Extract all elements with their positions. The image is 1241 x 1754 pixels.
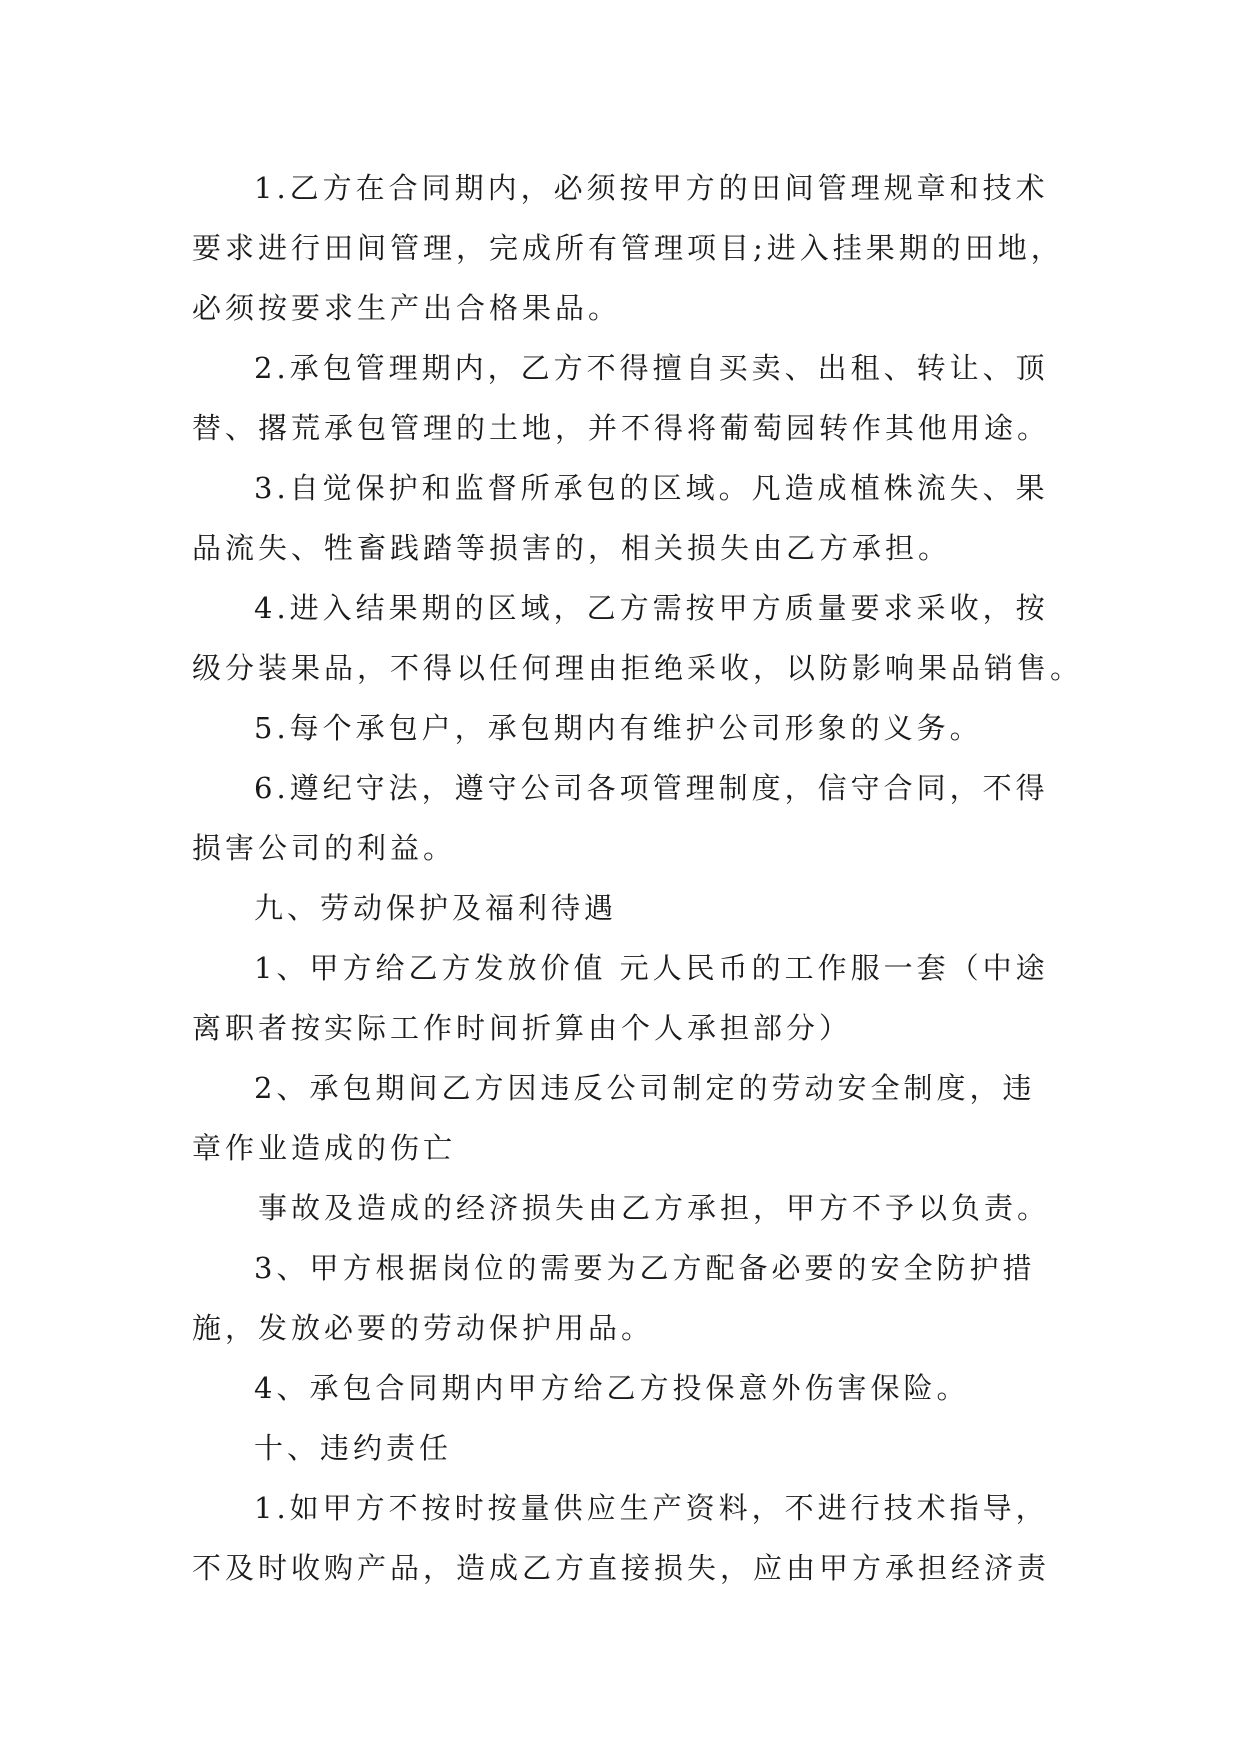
text-line: 施，发放必要的劳动保护用品。 [192, 1311, 655, 1345]
text-line: 替、撂荒承包管理的土地，并不得将葡萄园转作其他用途。 [192, 411, 1051, 445]
section-heading-9 [192, 878, 1057, 938]
clause-8-6 [192, 758, 1057, 878]
text-line: 损害公司的利益。 [192, 831, 457, 865]
text-line: 要求进行田间管理，完成所有管理项目;进入挂果期的田地， [192, 231, 1064, 265]
clause-8-4 [192, 578, 1084, 698]
text-line: 4.进入结果期的区域，乙方需按甲方质量要求采收，按 [254, 591, 1049, 625]
text-line: 3、甲方根据岗位的需要为乙方配备必要的安全防护措 [254, 1251, 1036, 1285]
text-line: 不及时收购产品，造成乙方直接损失，应由甲方承担经济责 [192, 1551, 1051, 1585]
section-heading-10 [192, 1418, 1057, 1478]
text-line: 九、劳动保护及福利待遇 [254, 891, 618, 925]
text-line: 3.自觉保护和监督所承包的区域。凡造成植株流失、果 [254, 471, 1049, 505]
text-line: 离职者按实际工作时间折算由个人承担部分） [192, 1011, 853, 1045]
document-body [192, 158, 1084, 1598]
text-line: 4、承包合同期内甲方给乙方投保意外伤害保险。 [254, 1371, 970, 1405]
clause-9-2 [192, 1058, 1057, 1178]
clause-8-3 [192, 458, 1057, 578]
text-line: 1.如甲方不按时按量供应生产资料，不进行技术指导， [254, 1491, 1049, 1525]
text-line: 1.乙方在合同期内，必须按甲方的田间管理规章和技术 [254, 171, 1049, 205]
text-line: 5.每个承包户，承包期内有维护公司形象的义务。 [254, 711, 983, 745]
text-line: 2.承包管理期内，乙方不得擅自买卖、出租、转让、顶 [254, 351, 1049, 385]
clause-8-2 [192, 338, 1057, 458]
text-line: 事故及造成的经济损失由乙方承担，甲方不予以负责。 [258, 1191, 1051, 1225]
text-line: 必须按要求生产出合格果品。 [192, 291, 622, 325]
clause-9-2-continuation [192, 1178, 1057, 1238]
clause-9-3 [192, 1238, 1057, 1358]
text-line: 6.遵纪守法，遵守公司各项管理制度，信守合同，不得 [254, 771, 1049, 805]
text-line: 品流失、牲畜践踏等损害的，相关损失由乙方承担。 [192, 531, 952, 565]
text-line: 2、承包期间乙方因违反公司制定的劳动安全制度，违 [254, 1071, 1036, 1105]
clause-8-1 [192, 158, 1064, 338]
text-line: 十、违约责任 [254, 1431, 453, 1465]
text-line: 1、甲方给乙方发放价值 元人民币的工作服一套（中途 [254, 951, 1049, 985]
clause-8-5 [192, 698, 1057, 758]
clause-9-4 [192, 1358, 1057, 1418]
clause-10-1 [192, 1478, 1057, 1598]
text-line: 级分装果品，不得以任何理由拒绝采收，以防影响果品销售。 [192, 651, 1084, 685]
clause-9-1 [192, 938, 1057, 1058]
text-line: 章作业造成的伤亡 [192, 1131, 457, 1165]
